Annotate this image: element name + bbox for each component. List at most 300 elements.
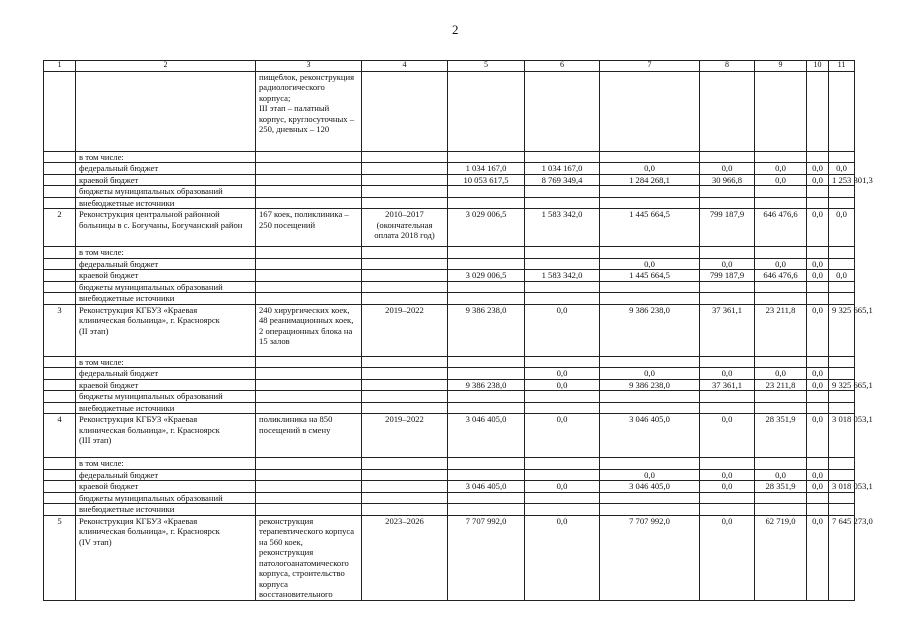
project-desc [256, 209, 362, 247]
empty-cell [700, 247, 755, 258]
empty-cell [700, 504, 755, 515]
subrow-mun [44, 281, 855, 292]
value-cell: 0,0 [600, 163, 700, 174]
empty-cell [600, 197, 700, 208]
project-name-line: Реконструкция КГБУЗ «Краевая [79, 304, 198, 315]
empty-cell [448, 402, 525, 413]
subrow-mun [44, 391, 855, 402]
project-desc [256, 304, 362, 356]
empty-cell [256, 504, 362, 515]
value-cell: 0,0 [807, 270, 829, 281]
empty-cell [525, 402, 600, 413]
empty-cell [448, 152, 525, 163]
value-cell: 1 034 167,0 [525, 163, 600, 174]
desc-cell-line: радиологического [259, 82, 325, 93]
empty-cell [448, 293, 525, 304]
value-cell: 0,0 [700, 368, 755, 379]
empty-cell [448, 356, 525, 367]
subrow-fed [44, 258, 855, 269]
label-reg: краевой бюджет [76, 379, 256, 390]
value-cell: 0,0 [700, 163, 755, 174]
empty-cell [755, 458, 807, 469]
project-desc [256, 515, 362, 600]
empty-cell [700, 356, 755, 367]
empty-cell [256, 247, 362, 258]
value-cell: 0,0 [807, 163, 829, 174]
project-name [76, 515, 256, 600]
empty-cell [256, 293, 362, 304]
subrow-fed [44, 163, 855, 174]
value-cell: 1 583 342,0 [525, 209, 600, 247]
project-row [44, 209, 855, 247]
project-name [76, 209, 256, 247]
value-cell: 0,0 [525, 304, 600, 356]
empty-cell [600, 72, 700, 152]
empty-cell [525, 247, 600, 258]
empty-cell [755, 356, 807, 367]
value-cell: 646 476,6 [755, 270, 807, 281]
value-cell: 799 187,9 [700, 209, 755, 247]
header-cell: 11 [829, 61, 855, 72]
value-cell [448, 258, 525, 269]
label-mun: бюджеты муниципальных образований [76, 186, 256, 197]
empty-cell [362, 391, 448, 402]
subrow-ext [44, 402, 855, 413]
empty-cell [807, 186, 829, 197]
empty-cell [362, 197, 448, 208]
subrow-fed [44, 469, 855, 480]
empty-cell [362, 247, 448, 258]
empty-cell [448, 492, 525, 503]
project-desc-line: посещений в смену [259, 424, 331, 435]
value-cell: 0,0 [700, 258, 755, 269]
empty-cell [807, 458, 829, 469]
value-cell: 0,0 [755, 258, 807, 269]
empty-cell [755, 197, 807, 208]
header-cell: 10 [807, 61, 829, 72]
value-cell: 3 046 405,0 [448, 481, 525, 492]
value-cell: 0,0 [829, 270, 855, 281]
project-number: 2 [44, 209, 76, 247]
project-name-line: больницы в с. Богучаны, Богучанский район [79, 219, 243, 230]
subrow-fed [44, 368, 855, 379]
page-number: 2 [452, 22, 459, 37]
value-cell: 0,0 [755, 368, 807, 379]
label-incl: в том числе: [76, 458, 256, 469]
project-desc-line: терапевтического корпуса [259, 526, 355, 537]
empty-cell [600, 281, 700, 292]
empty-cell [829, 402, 855, 413]
value-cell: 0,0 [755, 174, 807, 185]
project-name-line: Реконструкция центральной районной [79, 209, 220, 220]
desc-cell-line: III этап – палатный [259, 103, 330, 114]
label-fed: федеральный бюджет [76, 469, 256, 480]
empty-cell [448, 72, 525, 152]
project-desc-line: 250 посещений [259, 219, 316, 230]
value-cell: 8 769 349,4 [525, 174, 600, 185]
project-name-line: клиническая больница», г. Красноярск [79, 424, 220, 435]
empty-cell [525, 391, 600, 402]
empty-cell [829, 186, 855, 197]
value-cell: 1 583 342,0 [525, 270, 600, 281]
project-years [362, 515, 448, 600]
project-desc-line: патологоанатомического [259, 557, 349, 568]
value-cell: 0,0 [807, 209, 829, 247]
financing-table [43, 60, 873, 601]
empty-cell [807, 504, 829, 515]
project-number: 3 [44, 304, 76, 356]
project-name-line: (IV этап) [79, 536, 112, 547]
empty-cell [700, 152, 755, 163]
value-cell [448, 368, 525, 379]
empty-cell [600, 356, 700, 367]
continuation-row [44, 72, 855, 152]
project-name-line: Реконструкция КГБУЗ «Краевая [79, 414, 198, 425]
project-desc-line: 240 хирургических коек, [259, 304, 350, 315]
value-cell: 7 707 992,0 [448, 515, 525, 600]
subrow-ext [44, 293, 855, 304]
subrow-mun [44, 186, 855, 197]
empty-cell [807, 247, 829, 258]
value-cell: 9 386 238,0 [600, 304, 700, 356]
value-cell: 1 284 268,1 [600, 174, 700, 185]
empty-cell [600, 492, 700, 503]
value-cell: 0,0 [807, 515, 829, 600]
project-years [362, 209, 448, 247]
empty-cell [700, 402, 755, 413]
value-cell [829, 258, 855, 269]
empty-cell [755, 152, 807, 163]
empty-cell [755, 186, 807, 197]
label-ext: внебюджетные источники [76, 402, 256, 413]
empty-cell [700, 72, 755, 152]
value-cell [448, 469, 525, 480]
value-cell: 0,0 [525, 379, 600, 390]
value-cell: 0,0 [525, 414, 600, 458]
project-name-line: Реконструкция КГБУЗ «Краевая [79, 515, 198, 526]
subrow-incl [44, 152, 855, 163]
project-years-line: 2019–2022 [385, 414, 424, 425]
header-cell: 6 [525, 61, 600, 72]
value-cell: 3 046 405,0 [600, 414, 700, 458]
value-cell: 3 029 006,5 [448, 209, 525, 247]
empty-cell [700, 186, 755, 197]
empty-cell [829, 152, 855, 163]
project-desc-line: на 560 коек, [259, 536, 303, 547]
value-cell: 0,0 [600, 469, 700, 480]
empty-cell [525, 492, 600, 503]
empty-cell [807, 293, 829, 304]
empty-cell [525, 293, 600, 304]
label-incl: в том числе: [76, 152, 256, 163]
empty-cell [829, 492, 855, 503]
desc-cell-line: корпус, круглосуточных – [259, 113, 355, 124]
value-cell [829, 469, 855, 480]
value-cell: 62 719,0 [755, 515, 807, 600]
project-desc-line: 167 коек, поликлиника – [259, 209, 349, 220]
empty-cell [525, 356, 600, 367]
value-cell: 0,0 [807, 174, 829, 185]
header-cell: 5 [448, 61, 525, 72]
subrow-reg [44, 481, 855, 492]
header-cell: 7 [600, 61, 700, 72]
empty-cell [525, 186, 600, 197]
project-name [76, 304, 256, 356]
value-cell: 28 351,9 [755, 481, 807, 492]
value-cell: 0,0 [807, 414, 829, 458]
subrow-incl [44, 247, 855, 258]
label-reg: краевой бюджет [76, 174, 256, 185]
label-mun: бюджеты муниципальных образований [76, 492, 256, 503]
empty-cell [807, 281, 829, 292]
empty-cell [700, 391, 755, 402]
empty-cell [700, 281, 755, 292]
value-cell: 23 211,8 [755, 304, 807, 356]
empty-cell [525, 504, 600, 515]
value-cell: 0,0 [525, 515, 600, 600]
empty-cell [829, 247, 855, 258]
value-cell: 1 034 167,0 [448, 163, 525, 174]
project-desc-line: реконструкция [259, 547, 314, 558]
subrow-reg [44, 174, 855, 185]
empty-cell [362, 281, 448, 292]
value-cell: 1 445 664,5 [600, 270, 700, 281]
project-name-line: клиническая больница», г. Красноярск [79, 315, 220, 326]
empty-cell [600, 458, 700, 469]
project-name-line: клиническая больница», г. Красноярск [79, 526, 220, 537]
value-cell: 30 966,8 [700, 174, 755, 185]
subrow-incl [44, 356, 855, 367]
desc-cell [256, 72, 362, 152]
value-cell: 0,0 [525, 368, 600, 379]
subrow-reg [44, 270, 855, 281]
header-row [44, 61, 855, 72]
empty-cell [600, 247, 700, 258]
project-years-line: (окончательная [376, 219, 433, 230]
project-desc-line: восстановительного [259, 589, 333, 600]
value-cell: 0,0 [600, 368, 700, 379]
empty-cell [755, 391, 807, 402]
empty-cell [256, 186, 362, 197]
empty-cell [807, 492, 829, 503]
empty-cell [362, 293, 448, 304]
header-cell: 2 [76, 61, 256, 72]
empty-cell [256, 402, 362, 413]
empty-cell [525, 152, 600, 163]
empty-cell [448, 197, 525, 208]
value-cell: 37 361,1 [700, 379, 755, 390]
label-incl: в том числе: [76, 247, 256, 258]
empty-cell [448, 281, 525, 292]
project-name-line: (III этап) [79, 435, 112, 446]
value-cell: 9 325 665,1 [829, 304, 855, 356]
value-cell: 0,0 [700, 414, 755, 458]
empty-cell [256, 492, 362, 503]
empty-cell [448, 458, 525, 469]
empty-cell [829, 72, 855, 152]
value-cell: 7 707 992,0 [600, 515, 700, 600]
empty-cell [448, 504, 525, 515]
project-years-line: 2023–2026 [385, 515, 424, 526]
subrow-ext [44, 197, 855, 208]
value-cell [525, 258, 600, 269]
project-row [44, 414, 855, 458]
value-cell: 0,0 [829, 163, 855, 174]
empty-cell [362, 492, 448, 503]
value-cell: 0,0 [807, 304, 829, 356]
value-cell: 0,0 [525, 481, 600, 492]
subrow-mun [44, 492, 855, 503]
empty-cell [448, 247, 525, 258]
empty-cell [755, 247, 807, 258]
value-cell: 799 187,9 [700, 270, 755, 281]
desc-cell-line: 250, дневных – 120 [259, 124, 330, 135]
value-cell: 1 445 664,5 [600, 209, 700, 247]
label-ext: внебюджетные источники [76, 197, 256, 208]
empty-cell [362, 356, 448, 367]
empty-cell [755, 72, 807, 152]
empty-cell [807, 391, 829, 402]
desc-cell-line: пищеблок, реконструкция [259, 72, 355, 82]
value-cell: 0,0 [829, 209, 855, 247]
label-ext: внебюджетные источники [76, 504, 256, 515]
empty-cell [700, 197, 755, 208]
empty-cell [755, 492, 807, 503]
value-cell: 0,0 [807, 379, 829, 390]
empty-cell [807, 72, 829, 152]
value-cell: 0,0 [807, 469, 829, 480]
empty-cell [829, 504, 855, 515]
subrow-ext [44, 504, 855, 515]
desc-cell-line: корпуса; [259, 92, 291, 103]
value-cell: 9 386 238,0 [448, 379, 525, 390]
num-cell [44, 72, 76, 152]
empty-cell [807, 197, 829, 208]
project-row [44, 304, 855, 356]
subrow-reg [44, 379, 855, 390]
value-cell: 0,0 [807, 481, 829, 492]
value-cell: 646 476,6 [755, 209, 807, 247]
label-fed: федеральный бюджет [76, 368, 256, 379]
project-desc [256, 414, 362, 458]
empty-cell [362, 152, 448, 163]
empty-cell [362, 186, 448, 197]
label-mun: бюджеты муниципальных образований [76, 391, 256, 402]
empty-cell [448, 391, 525, 402]
empty-cell [362, 458, 448, 469]
empty-cell [256, 458, 362, 469]
empty-cell [829, 356, 855, 367]
project-years-line: 2010–2017 [385, 209, 424, 220]
empty-cell [755, 281, 807, 292]
empty-cell [525, 458, 600, 469]
empty-cell [362, 402, 448, 413]
label-ext: внебюджетные источники [76, 293, 256, 304]
project-desc-line: 48 реанимационных коек, [259, 315, 354, 326]
empty-cell [256, 391, 362, 402]
empty-cell [755, 504, 807, 515]
project-desc-line: корпуса, строительство [259, 568, 345, 579]
project-desc-line: 15 залов [259, 336, 290, 347]
empty-cell [807, 152, 829, 163]
project-number: 4 [44, 414, 76, 458]
header-cell: 9 [755, 61, 807, 72]
header-cell: 1 [44, 61, 76, 72]
project-years-line: оплата 2018 год) [374, 230, 435, 241]
value-cell: 3 018 053,1 [829, 414, 855, 458]
subrow-incl [44, 458, 855, 469]
value-cell [829, 368, 855, 379]
project-number: 5 [44, 515, 76, 600]
empty-cell [362, 504, 448, 515]
empty-cell [829, 197, 855, 208]
empty-cell [755, 402, 807, 413]
empty-cell [256, 152, 362, 163]
empty-cell [525, 197, 600, 208]
empty-cell [600, 504, 700, 515]
header-cell: 8 [700, 61, 755, 72]
value-cell: 0,0 [700, 469, 755, 480]
label-reg: краевой бюджет [76, 481, 256, 492]
empty-cell [829, 458, 855, 469]
project-desc-line: корпуса [259, 578, 288, 589]
empty-cell [256, 356, 362, 367]
header-cell: 4 [362, 61, 448, 72]
value-cell: 0,0 [755, 163, 807, 174]
empty-cell [829, 391, 855, 402]
empty-cell [807, 356, 829, 367]
empty-cell [448, 186, 525, 197]
value-cell: 10 053 617,5 [448, 174, 525, 185]
empty-cell [600, 391, 700, 402]
empty-cell [600, 186, 700, 197]
value-cell: 9 386 238,0 [600, 379, 700, 390]
value-cell: 1 253 301,3 [829, 174, 855, 185]
value-cell: 0,0 [807, 258, 829, 269]
project-years [362, 414, 448, 458]
label-reg: краевой бюджет [76, 270, 256, 281]
value-cell: 23 211,8 [755, 379, 807, 390]
empty-cell [700, 293, 755, 304]
value-cell: 0,0 [700, 481, 755, 492]
empty-cell [256, 197, 362, 208]
value-cell: 3 018 053,1 [829, 481, 855, 492]
empty-cell [700, 458, 755, 469]
empty-cell [700, 492, 755, 503]
project-name-line: (II этап) [79, 325, 109, 336]
label-fed: федеральный бюджет [76, 163, 256, 174]
value-cell: 0,0 [755, 469, 807, 480]
label-mun: бюджеты муниципальных образований [76, 281, 256, 292]
empty-cell [807, 402, 829, 413]
value-cell: 3 046 405,0 [600, 481, 700, 492]
project-desc-line: поликлиника на 850 [259, 414, 333, 425]
empty-cell [600, 293, 700, 304]
project-years-line: 2019–2022 [385, 304, 424, 315]
label-incl: в том числе: [76, 356, 256, 367]
value-cell: 0,0 [600, 258, 700, 269]
empty-cell [600, 402, 700, 413]
label-fed: федеральный бюджет [76, 258, 256, 269]
empty-cell [829, 281, 855, 292]
value-cell: 9 386 238,0 [448, 304, 525, 356]
project-name [76, 414, 256, 458]
value-cell: 3 029 006,5 [448, 270, 525, 281]
value-cell: 3 046 405,0 [448, 414, 525, 458]
empty-cell [600, 152, 700, 163]
project-row [44, 515, 855, 600]
empty-cell [362, 72, 448, 152]
